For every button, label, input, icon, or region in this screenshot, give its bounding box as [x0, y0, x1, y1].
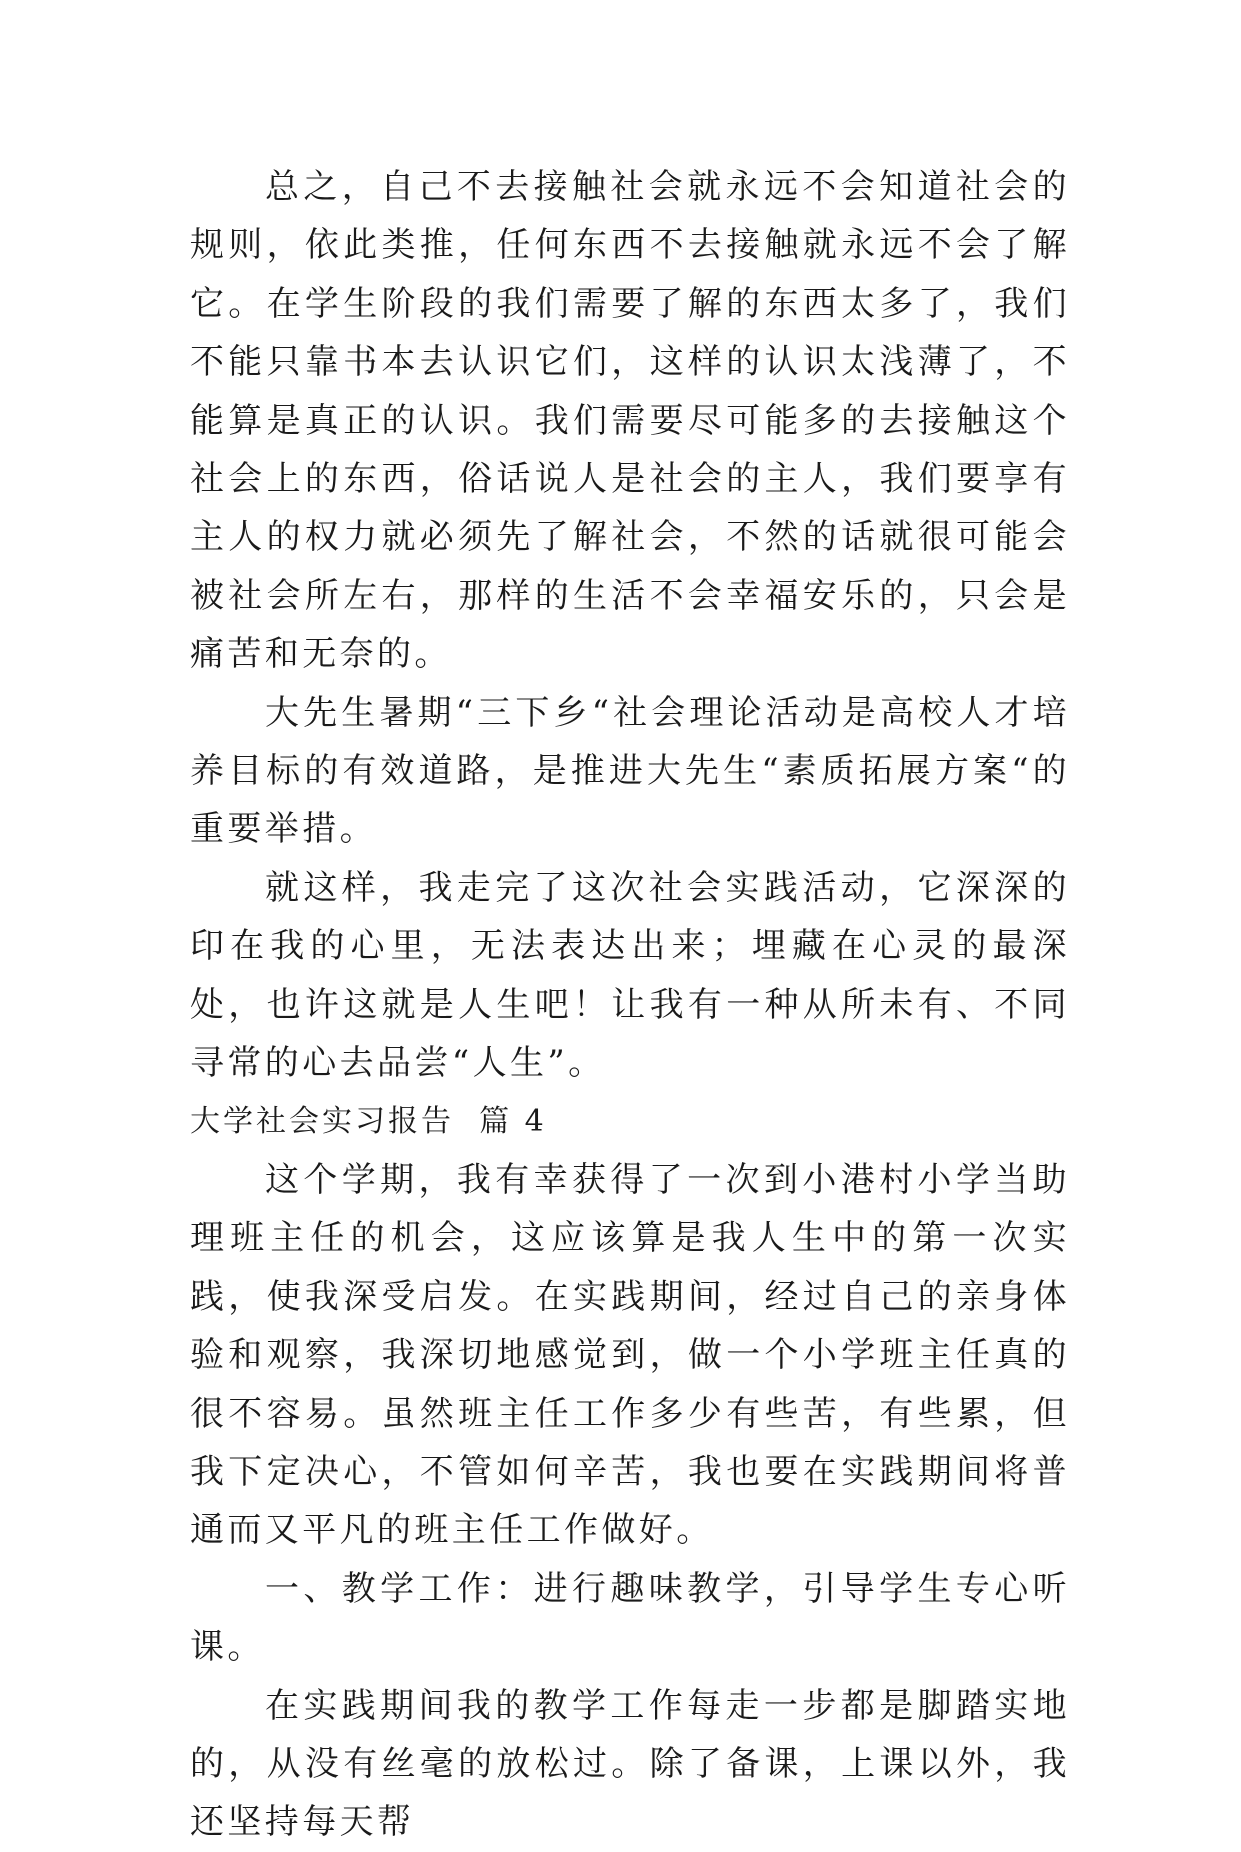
paragraph-reflection: 就这样，我走完了这次社会实践活动，它深深的印在我的心里，无法表达出来；埋藏在心灵的最深处，也许这就是人生吧！让我有一种从所未有、不同寻常的心去品尝“人生”。: [190, 867, 1070, 1084]
document-body: [190, 158, 1070, 1852]
paragraph-internship-intro: 这个学期，我有幸获得了一次到小港村小学当助理班主任的机会，这应该算是我人生中的第一次实践，使我深受启发。在实践期间，经过自己的亲身体验和观察，我深切地感觉到，做一个小学班主任真的很不容易。虽然班主任工作多少有些苦，有些累，但我下定决心，不管如何辛苦，我也要在实践期间将普通而又平凡的班主任工作做好。: [190, 1159, 1070, 1551]
paragraph-summer-activity: 大先生暑期“三下乡“社会理论活动是高校人才培养目标的有效道路，是推进大先生“素质拓展方案“的重要举措。: [190, 692, 1070, 850]
paragraph-teaching-work-body: 在实践期间我的教学工作每走一步都是脚踏实地的，从没有丝毫的放松过。除了备课，上课以外，我还坚持每天帮: [190, 1685, 1070, 1843]
paragraph-teaching-work-title: 一、教学工作：进行趣味教学，引导学生专心听课。: [190, 1568, 1070, 1668]
section-heading-part-4: 大学社会实习报告 篇 4: [190, 1103, 547, 1139]
paragraph-conclusion: 总之，自己不去接触社会就永远不会知道社会的规则，依此类推，任何东西不去接触就永远不会了解它。在学生阶段的我们需要了解的东西太多了，我们不能只靠书本去认识它们，这样的认识太浅薄了，不能算是真正的认识。我们需要尽可能多的去接触这个社会上的东西，俗话说人是社会的主人，我们要享有主人的权力就必须先了解社会，不然的话就很可能会被社会所左右，那样的生活不会幸福安乐的，只会是痛苦和无奈的。: [190, 167, 1070, 675]
